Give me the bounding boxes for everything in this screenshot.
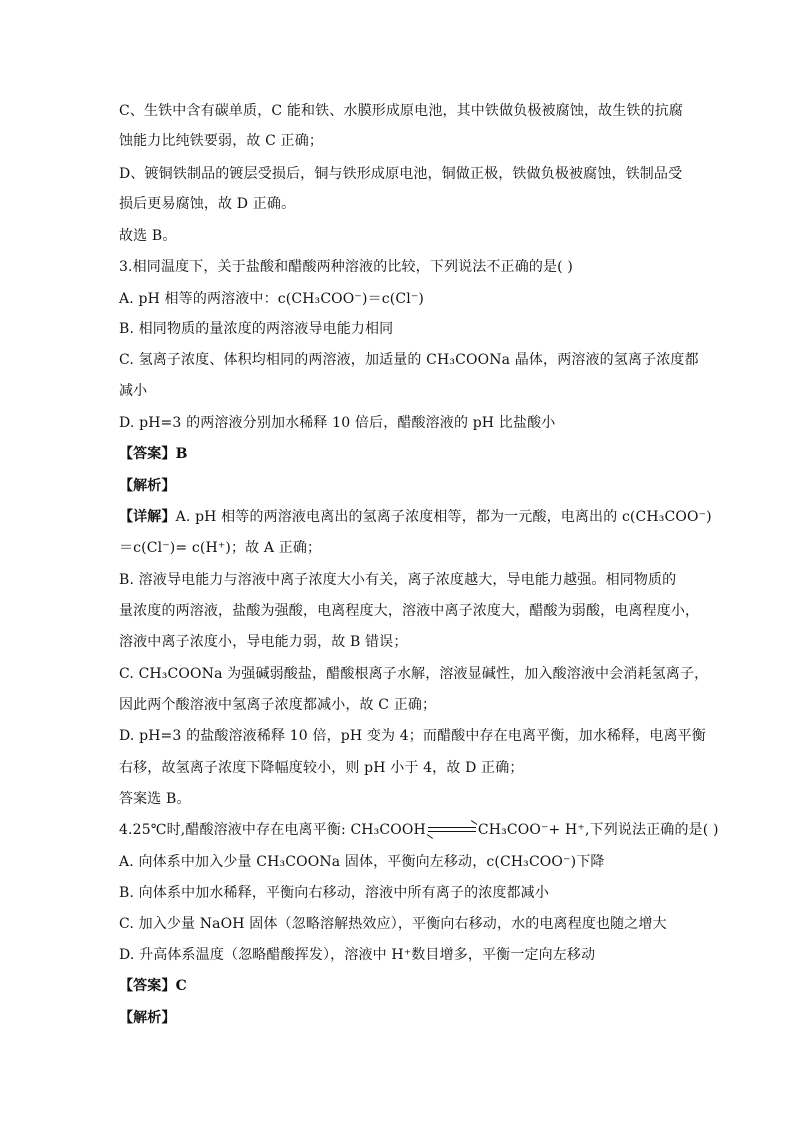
detail-line (119, 507, 712, 527)
option-c: C. 氢离子浓度、体积均相同的两溶液，加适量的 CH₃COONa 晶体，两溶液的氢离子浓度都 (119, 352, 699, 368)
text-line: D. pH=3 的盐酸溶液稀释 10 倍，pH 变为 4；而醋酸中存在电离平衡，加水稀释，电离平衡 (119, 728, 706, 744)
option-a: A. pH 相等的两溶液中：c(CH₃COO⁻)＝c(Cl⁻) (119, 291, 424, 307)
text-line: 答案选 B。 (119, 791, 191, 807)
text-line: 右移，故氢离子浓度下降幅度较小，则 pH 小于 4，故 D 正确； (119, 760, 524, 776)
option-d: D. 升高体系温度（忽略醋酸挥发），溶液中 H⁺数目增多，平衡一定向左移动 (119, 947, 596, 963)
text-line: 损后更易腐蚀，故 D 正确。 (119, 196, 296, 212)
text-line: 溶液中离子浓度小，导电能力弱，故 B 错误； (119, 634, 408, 650)
option-b: B. 向体系中加水稀释，平衡向右移动，溶液中所有离子的浓度都减小 (119, 885, 549, 901)
text-line: ＝c(Cl⁻)= c(H⁺)；故 A 正确； (119, 540, 322, 556)
text-line: C. CH₃COONa 为强碱弱酸盐，醋酸根离子水解，溶液显碱性，加入酸溶液中会消耗氢离子， (119, 666, 709, 682)
detail-label: 【详解】 (119, 509, 176, 525)
question-4-part1: 4.25℃时,醋酸溶液中存在电离平衡: CH₃COOH (119, 822, 426, 838)
equilibrium-arrow-icon (428, 825, 476, 835)
answer-label: 【答案】C (119, 978, 187, 994)
option-c-continued: 减小 (119, 383, 148, 399)
question-3-stem: 3.相同温度下，关于盐酸和醋酸两种溶液的比较，下列说法不正确的是( ) (119, 259, 573, 275)
option-d: D. pH=3 的两溶液分别加水稀释 10 倍后，醋酸溶液的 pH 比盐酸小 (119, 415, 556, 431)
question-4-part2: CH₃COO⁻+ H⁺,下列说法正确的是( ) (477, 822, 719, 838)
text-line: B. 溶液导电能力与溶液中离子浓度大小有关，离子浓度越大，导电能力越强。相同物质的 (119, 572, 677, 588)
option-a: A. 向体系中加入少量 CH₃COONa 固体，平衡向左移动，c(CH₃COO⁻)下降 (119, 854, 605, 870)
text-line: 因此两个酸溶液中氢离子浓度都减小，故 C 正确； (119, 697, 437, 713)
text-line: D、镀铜铁制品的镀层受损后，铜与铁形成原电池，铜做正极，铁做负极被腐蚀，铁制品受 (119, 166, 683, 182)
question-4-stem (119, 820, 719, 840)
detail-text: A. pH 相等的两溶液电离出的氢离子浓度相等，都为一元酸，电离出的 c(CH₃COO⁻) (175, 509, 712, 525)
answer-label: 【答案】B (119, 446, 188, 462)
option-b: B. 相同物质的量浓度的两溶液导电能力相同 (119, 321, 394, 337)
analysis-label: 【解析】 (119, 1010, 176, 1026)
text-line: 量浓度的两溶液，盐酸为强酸，电离程度大，溶液中离子浓度大，醋酸为弱酸，电离程度小， (119, 603, 700, 619)
analysis-label: 【解析】 (119, 478, 176, 494)
text-line: 蚀能力比纯铁要弱，故 C 正确； (119, 133, 324, 149)
text-line: 故选 B。 (119, 228, 177, 244)
option-c: C. 加入少量 NaOH 固体（忽略溶解热效应），平衡向右移动，水的电离程度也随之增大 (119, 916, 667, 932)
text-line: C、生铁中含有碳单质，C 能和铁、水膜形成原电池，其中铁做负极被腐蚀，故生铁的抗腐 (119, 103, 684, 119)
